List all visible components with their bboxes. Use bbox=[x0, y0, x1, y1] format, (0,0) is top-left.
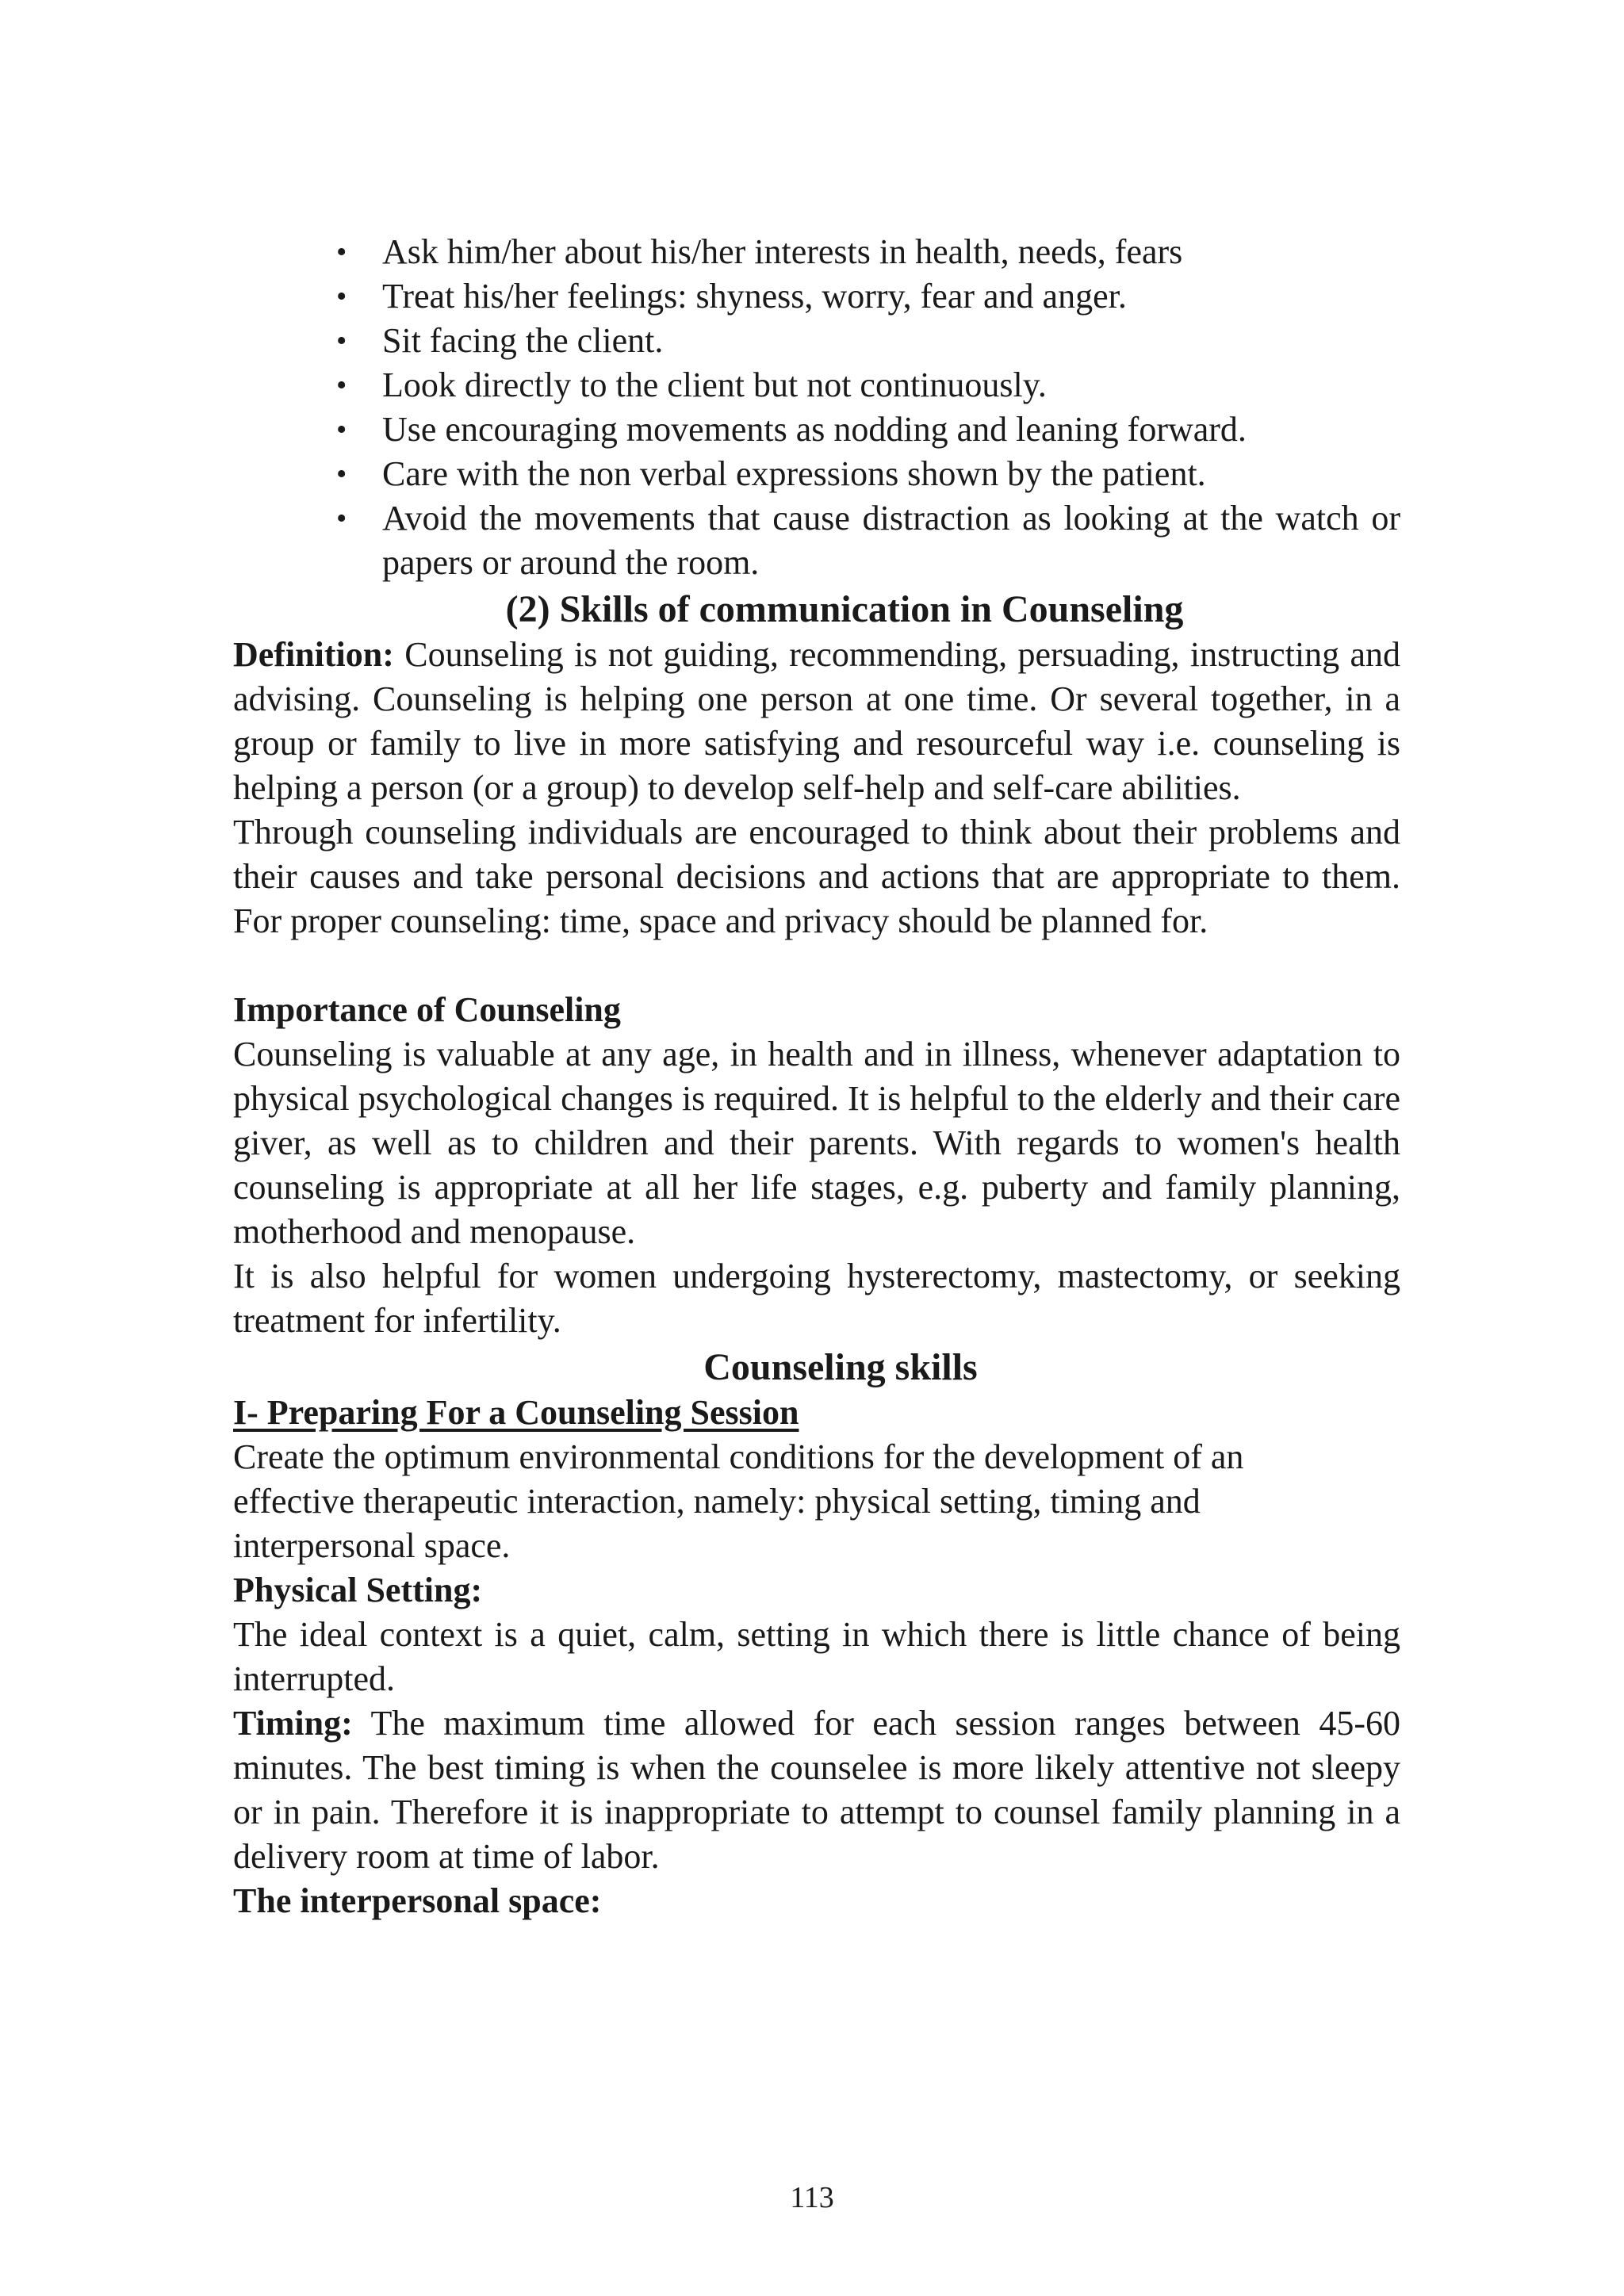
list-item: • Use encouraging movements as nodding and leaning forward. bbox=[382, 408, 1400, 452]
physical-setting-paragraph: The ideal context is a quiet, calm, setting in which there is little chance of being interrupted. bbox=[233, 1615, 1400, 1698]
subheading-preparing: I- Preparing For a Counseling Session bbox=[233, 1393, 799, 1432]
preparing-paragraph: Create the optimum environmental conditions for the development of an effective therapeutic interaction, namely: physical setting, timing and interpersonal space. bbox=[233, 1437, 1244, 1565]
list-item: • Care with the non verbal expressions shown by the patient. bbox=[382, 452, 1400, 496]
timing-text: The maximum time allowed for each session ranges between 45-60 minutes. The best timing is when the counselee is more likely attentive not sleepy or in pain. Therefore it is inappropriate to attempt to counsel family planning in a delivery room at time of labor. bbox=[233, 1704, 1400, 1876]
bullet-icon: • bbox=[336, 457, 347, 491]
physical-setting-label: Physical Setting: bbox=[233, 1571, 483, 1609]
paragraph-gap bbox=[233, 943, 1400, 988]
bullet-icon: • bbox=[336, 369, 347, 402]
page-number: 113 bbox=[790, 2181, 834, 2214]
bullet-list bbox=[233, 230, 1400, 585]
definition-paragraph bbox=[233, 633, 1400, 810]
page-content bbox=[233, 230, 1400, 1923]
importance-paragraph: Counseling is valuable at any age, in health and in illness, whenever adaptation to physical psychological changes is required. It is helpful to the elderly and their care giver, as well as to children and their parents. With regards to women's health counseling is appropriate at all her life stages, e.g. puberty and family planning, motherhood and menopause. bbox=[233, 1035, 1400, 1251]
list-item: • Look directly to the client but not continuously. bbox=[382, 363, 1400, 408]
list-item: • Treat his/her feelings: shyness, worry, fear and anger. bbox=[382, 274, 1400, 319]
bullet-icon: • bbox=[336, 235, 347, 269]
section-heading-communication: (2) Skills of communication in Counseling bbox=[505, 588, 1184, 630]
counseling-paragraph: Through counseling individuals are encouraged to think about their problems and their causes and take personal decisions and actions that are appropriate to them. For proper counseling: time, space and privacy should be planned for. bbox=[233, 813, 1400, 940]
bullet-icon: • bbox=[336, 413, 347, 446]
bullet-icon: • bbox=[336, 280, 347, 313]
list-item: • Avoid the movements that cause distraction as looking at the watch or papers or around the room. bbox=[382, 496, 1400, 585]
bullet-icon: • bbox=[336, 502, 347, 535]
bullet-icon: • bbox=[336, 324, 347, 358]
list-item: • Sit facing the client. bbox=[382, 319, 1400, 363]
definition-text: Counseling is not guiding, recommending, persuading, instructing and advising. Counseling is helping one person at one time. Or several together, in a group or family to live in more satisfying and resourceful way i.e. counseling is helping a person (or a group) to develop self-help and self-care abilities. bbox=[233, 635, 1400, 807]
list-item: • Ask him/her about his/her interests in health, needs, fears bbox=[382, 230, 1400, 274]
definition-label: Definition: bbox=[233, 635, 394, 674]
timing-paragraph bbox=[233, 1701, 1400, 1879]
section-heading-skills: Counseling skills bbox=[703, 1346, 978, 1388]
interpersonal-space-label: The interpersonal space: bbox=[233, 1881, 602, 1920]
importance-heading: Importance of Counseling bbox=[233, 990, 621, 1029]
timing-label: Timing: bbox=[233, 1704, 353, 1743]
importance-paragraph-2: It is also helpful for women undergoing hysterectomy, mastectomy, or seeking treatment for infertility. bbox=[233, 1257, 1400, 1340]
